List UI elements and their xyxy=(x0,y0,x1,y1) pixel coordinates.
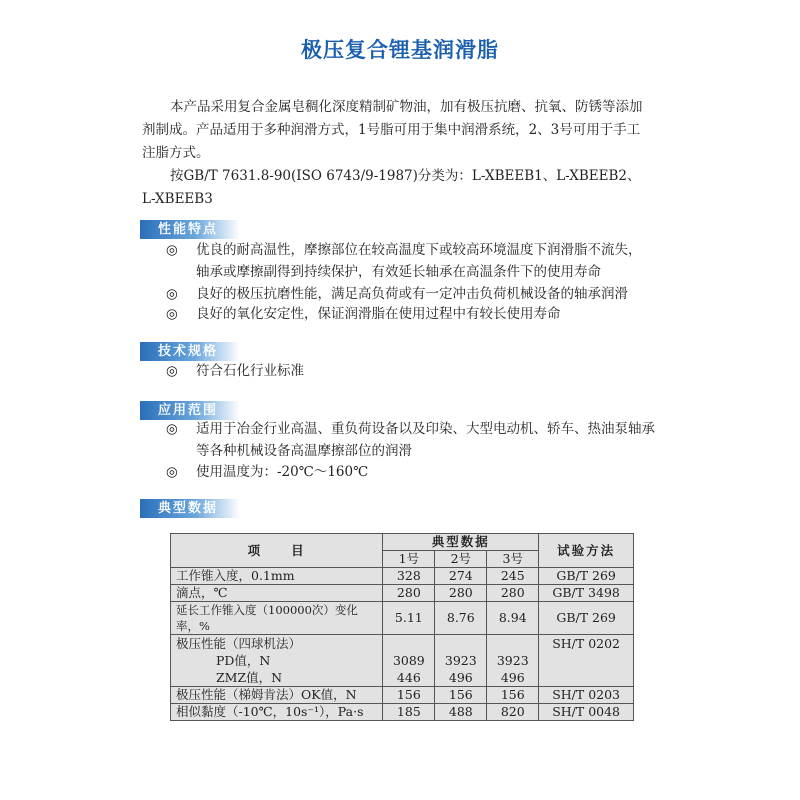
feature-item xyxy=(166,283,686,305)
row-method: SH/T 0203 xyxy=(539,687,634,704)
intro-line: 本产品采用复合金属皂稠化深度精制矿物油，加有极压抗磨、抗氧、防锈等添加 xyxy=(170,99,643,115)
intro-line: 注脂方式。 xyxy=(142,145,210,161)
feature-item xyxy=(166,239,686,283)
row-subitem: PD值，N xyxy=(216,653,271,668)
page-title: 极压复合锂基润滑脂 xyxy=(301,38,499,62)
double-circle-icon: ◎ xyxy=(166,363,178,379)
table-header-row xyxy=(171,534,634,551)
row-value: 496 xyxy=(500,670,525,685)
row-item: 相似黏度（-10℃，10s⁻¹），Pa·s xyxy=(171,704,383,721)
row-value: 8.76 xyxy=(435,602,487,635)
intro-line: 按GB/T 7631.8-90(ISO 6743/9-1987)分类为：L-XBEEB1、L-XBEEB2、 xyxy=(170,168,641,184)
table-row xyxy=(171,568,634,585)
row-value: 185 xyxy=(383,704,435,721)
row-value: 274 xyxy=(435,568,487,585)
double-circle-icon: ◎ xyxy=(166,306,178,322)
section-heading-specs xyxy=(140,342,240,361)
row-value: 156 xyxy=(383,687,435,704)
feature-item xyxy=(166,303,686,325)
table-row xyxy=(171,602,634,635)
double-circle-icon: ◎ xyxy=(166,421,178,437)
intro-line: 剂制成。产品适用于多种润滑方式，1号脂可用于集中润滑系统，2、3号可用于手工 xyxy=(142,122,641,138)
row-value-group xyxy=(383,635,435,687)
section-heading-typical xyxy=(140,499,240,518)
row-value: 5.11 xyxy=(383,602,435,635)
feature-text: 优良的耐高温性，摩擦部位在较高温度下或较高环境温度下润滑脂不流失， xyxy=(196,242,642,258)
row-method: GB/T 269 xyxy=(539,568,634,585)
spec-text: 符合石化行业标准 xyxy=(196,363,304,379)
application-text: 适用于冶金行业高温、重负荷设备以及印染、大型电动机、轿车、热油泵轴承 xyxy=(196,421,655,437)
intro-line: L-XBEEB3 xyxy=(142,191,213,207)
header-typical: 典型数据 xyxy=(383,534,539,551)
application-item xyxy=(166,418,686,462)
application-item xyxy=(166,461,686,483)
row-value: 3089 xyxy=(392,653,425,668)
row-item: 延长工作锥入度（100000次）变化率，% xyxy=(171,602,383,635)
double-circle-icon: ◎ xyxy=(166,464,178,480)
row-value: 3923 xyxy=(496,653,529,668)
table-row xyxy=(171,687,634,704)
row-subitem: ZMZ值，N xyxy=(216,670,283,685)
row-method: GB/T 3498 xyxy=(539,585,634,602)
header-grade-2: 2号 xyxy=(435,551,487,568)
row-item: 极压性能（梯姆肯法）OK值，N xyxy=(171,687,383,704)
row-value: 446 xyxy=(396,670,421,685)
row-value: 245 xyxy=(487,568,539,585)
row-value: 8.94 xyxy=(487,602,539,635)
row-value: 156 xyxy=(435,687,487,704)
table-row xyxy=(171,704,634,721)
section-heading-text: 技术规格 xyxy=(158,344,219,359)
row-method: SH/T 0202 xyxy=(552,636,621,651)
row-method-group xyxy=(539,635,634,687)
application-text: 使用温度为：-20℃～160℃ xyxy=(196,464,369,480)
header-grade-1: 1号 xyxy=(383,551,435,568)
row-value-group xyxy=(435,635,487,687)
row-method: GB/T 269 xyxy=(539,602,634,635)
row-item-group xyxy=(171,635,383,687)
spec-item xyxy=(166,360,686,382)
intro-paragraph xyxy=(142,96,670,211)
application-text: 等各种机械设备高温摩擦部位的润滑 xyxy=(196,443,412,459)
table-row xyxy=(171,635,634,687)
row-value: 496 xyxy=(448,670,473,685)
section-heading-text: 典型数据 xyxy=(158,501,219,516)
header-grade-3: 3号 xyxy=(487,551,539,568)
row-value: 280 xyxy=(435,585,487,602)
row-value: 820 xyxy=(487,704,539,721)
header-item: 项 目 xyxy=(171,534,383,568)
double-circle-icon: ◎ xyxy=(166,286,178,302)
row-item: 极压性能（四球机法） xyxy=(176,636,302,651)
row-value: 280 xyxy=(383,585,435,602)
section-heading-text: 性能特点 xyxy=(158,222,219,237)
row-value: 328 xyxy=(383,568,435,585)
row-value: 280 xyxy=(487,585,539,602)
row-value: 156 xyxy=(487,687,539,704)
row-value: 488 xyxy=(435,704,487,721)
feature-text: 良好的氧化安定性，保证润滑脂在使用过程中有较长使用寿命 xyxy=(196,306,561,322)
double-circle-icon: ◎ xyxy=(166,242,178,258)
section-heading-text: 应用范围 xyxy=(158,403,219,418)
row-item: 工作锥入度，0.1mm xyxy=(171,568,383,585)
row-item: 滴点，℃ xyxy=(171,585,383,602)
header-method: 试验方法 xyxy=(539,534,634,568)
row-value-group xyxy=(487,635,539,687)
feature-text: 良好的极压抗磨性能，满足高负荷或有一定冲击负荷机械设备的轴承润滑 xyxy=(196,286,628,302)
row-method: SH/T 0048 xyxy=(539,704,634,721)
feature-text: 轴承或摩擦副得到持续保护，有效延长轴承在高温条件下的使用寿命 xyxy=(196,264,601,280)
table-row xyxy=(171,585,634,602)
row-value: 3923 xyxy=(444,653,477,668)
typical-data-table xyxy=(170,533,634,721)
section-heading-features xyxy=(140,220,240,239)
